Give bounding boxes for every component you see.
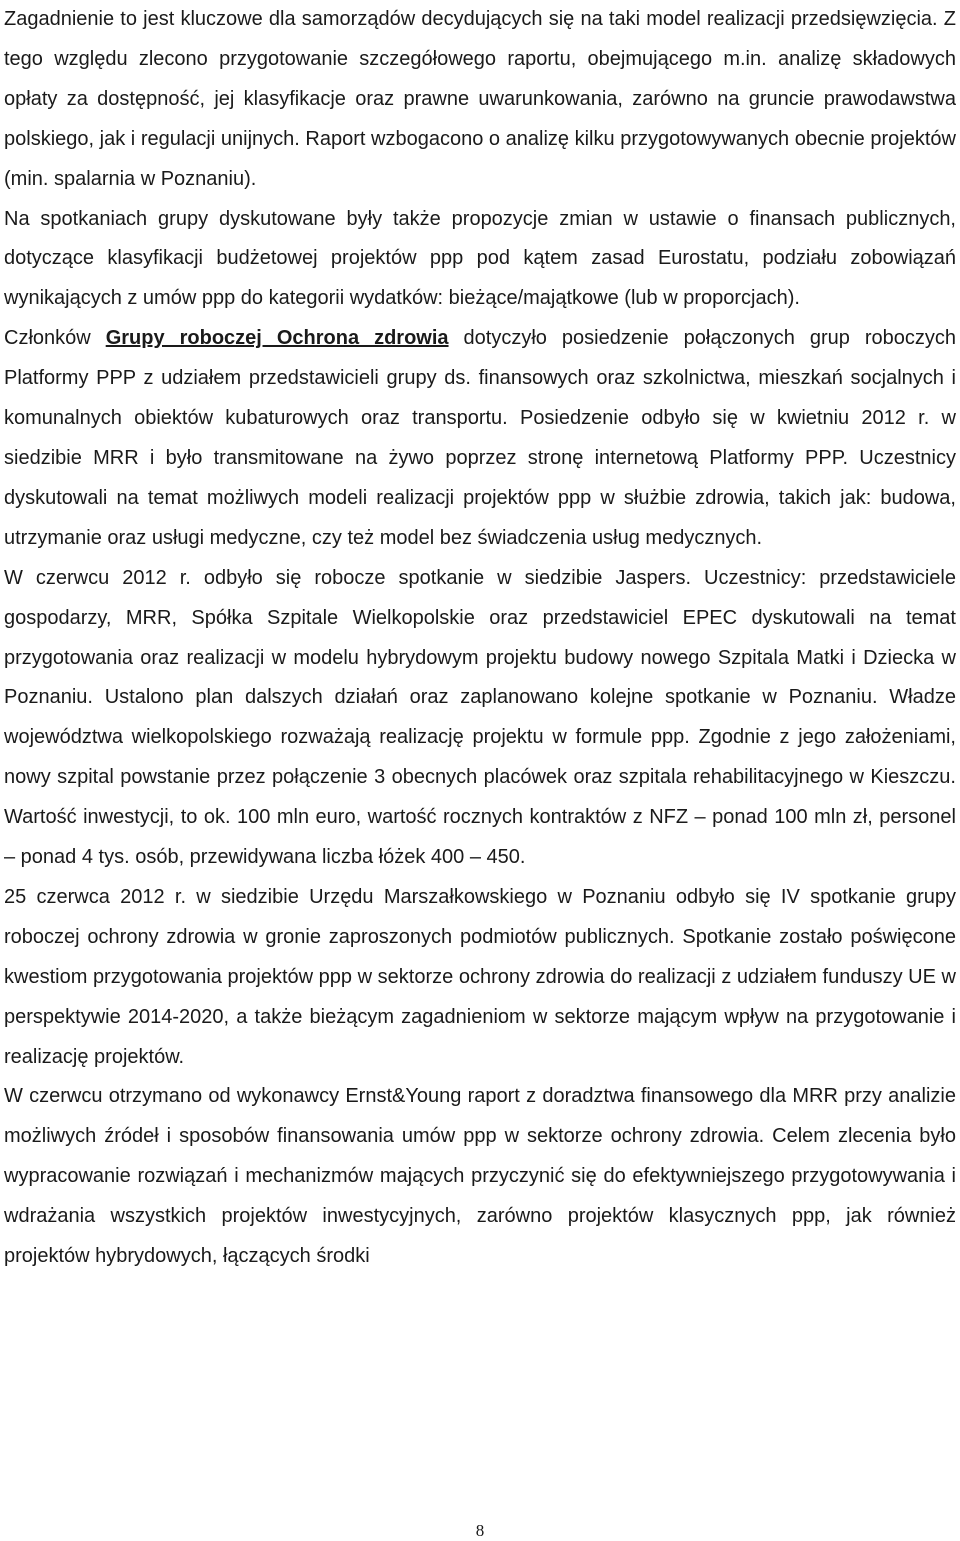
paragraph-3-underlined-heading: Grupy roboczej Ochrona zdrowia xyxy=(105,327,449,350)
paragraph-5: 25 czerwca 2012 r. w siedzibie Urzędu Marszałkowskiego w Poznaniu odbyło się IV spotkanie grupy roboczej ochrony zdrowia w gronie zaproszonych podmiotów publicznych. Spotkanie zostało poświęcone kwestiom przygotowania projektów ppp w sektorze ochrony zdrowia do realizacji z udziałem funduszy UE w perspektywie 2014-2020, a także bieżącym zagadnieniom w sektorze mającym wpływ na przygotowanie i realizację projektów. xyxy=(4,885,956,1068)
page-number: 8 xyxy=(475,1521,485,1540)
paragraph-1: Zagadnienie to jest kluczowe dla samorządów decydujących się na taki model realizacji przedsięwzięcia. Z tego względu zlecono przygotowanie szczegółowego raportu, obejmującego m.in. analizę składowych opłaty za dostępność, jej klasyfikacje oraz prawne uwarunkowania, zarówno na gruncie prawodawstwa polskiego, jak i regulacji unijnych. Raport wzbogacono o analizę kilku przygotowywanych obecnie projektów (min. spalarnia w Poznaniu). xyxy=(4,8,956,190)
paragraph-3 xyxy=(4,319,956,558)
paragraph-4: W czerwcu 2012 r. odbyło się robocze spotkanie w siedzibie Jaspers. Uczestnicy: przedstawiciele gospodarzy, MRR, Spółka Szpitale Wielkopolskie oraz przedstawiciel EPEC dyskutowali na temat przygotowania oraz realizacji w modelu hybrydowym projektu budowy nowego Szpitala Matki i Dziecka w Poznaniu. Ustalono plan dalszych działań oraz zaplanowano kolejne spotkanie w Poznaniu. Władze województwa wielkopolskiego rozważają realizację projektu w formule ppp. Zgodnie z jego założeniami, nowy szpital powstanie przez połączenie 3 obecnych placówek oraz szpitala rehabilitacyjnego w Kieszczu. Wartość inwestycji, to ok. 100 mln euro, wartość rocznych kontraktów z NFZ – ponad 100 mln zł, personel – ponad 4 tys. osób, przewidywana liczba łóżek 400 – 450. xyxy=(4,566,956,869)
paragraph-3-before: Członków xyxy=(4,327,106,350)
paragraph-2: Na spotkaniach grupy dyskutowane były także propozycje zmian w ustawie o finansach publicznych, dotyczące klasyfikacji budżetowej projektów ppp pod kątem zasad Eurostatu, podziału zobowiązań wynikających z umów ppp do kategorii wydatków: bieżące/majątkowe (lub w proporcjach). xyxy=(4,207,956,310)
paragraph-3-after: dotyczyło posiedzenie połączonych grup roboczych Platformy PPP z udziałem przedstawicieli grupy ds. finansowych oraz szkolnictwa, mieszkań socjalnych i komunalnych obiektów kubaturowych oraz transportu. Posiedzenie odbyło się w kwietniu 2012 r. w siedzibie MRR i było transmitowane na żywo poprzez stronę internetową Platformy PPP. Uczestnicy dyskutowali na temat możliwych modeli realizacji projektów ppp w służbie zdrowia, takich jak: budowa, utrzymanie oraz usługi medyczne, czy też model bez świadczenia usług medycznych. xyxy=(4,327,956,549)
paragraph-6: W czerwcu otrzymano od wykonawcy Ernst&Young raport z doradztwa finansowego dla MRR przy analizie możliwych źródeł i sposobów finansowania umów ppp w sektorze ochrony zdrowia. Celem zlecenia było wypracowanie rozwiązań i mechanizmów mających przyczynić się do efektywniejszego przygotowywania i wdrażania wszystkich projektów inwestycyjnych, zarówno projektów klasycznych ppp, jak również projektów hybrydowych, łączących środki xyxy=(4,1085,956,1268)
document-page xyxy=(4,0,956,1277)
